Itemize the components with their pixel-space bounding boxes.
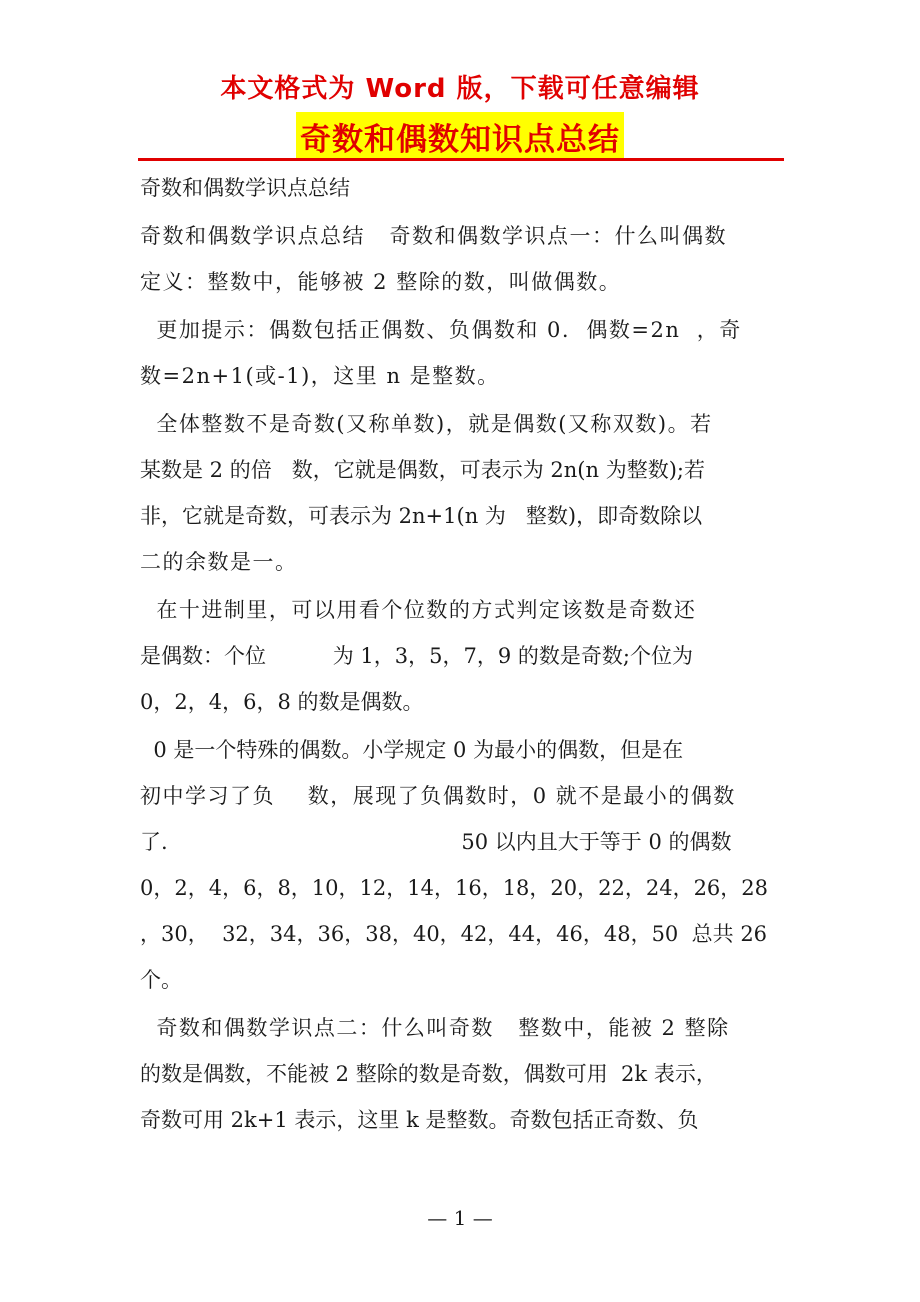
text-line: 奇数和偶数学识点总结 奇数和偶数学识点一：什么叫偶数 (140, 224, 728, 248)
text-line: 数=2n+1(或-1)，这里 n 是整数。 (140, 364, 500, 388)
text-line: 在十进制里，可以用看个位数的方式判定该数是奇数还 (140, 598, 697, 622)
text-line: 0，2，4，6，8 的数是偶数。 (140, 690, 424, 714)
text-line: 奇数可用 2k+1 表示，这里 k 是整数。奇数包括正奇数、负 (140, 1108, 699, 1132)
text-line: 初中学习了负 数，展现了负偶数时，0 就不是最小的偶数 (140, 784, 736, 808)
paragraph-decimal (140, 598, 785, 714)
paragraph-definition (140, 224, 785, 294)
page-number: — 1 — (427, 1206, 493, 1230)
text-line: 的数是偶数，不能被 2 整除的数是奇数，偶数可用 2k 表示， (140, 1062, 717, 1086)
text-line: 二的余数是一。 (140, 550, 298, 574)
title-divider (138, 158, 784, 161)
paragraph-odd-definition (140, 1016, 785, 1132)
text-line: 奇数和偶数学识点二：什么叫奇数 整数中，能被 2 整除 (140, 1016, 730, 1040)
text-line: 0，2，4，6，8，10，12，14，16，18，20，22，24，26，28 (140, 876, 769, 900)
paragraph-odd-even (140, 412, 785, 574)
text-line: 定义：整数中，能够被 2 整除的数，叫做偶数。 (140, 270, 622, 294)
title-wrap (0, 112, 920, 161)
text-line: ，30， 32，34，36，38，40，42，44，46，48，50 总共 26 (140, 922, 768, 946)
format-notice-banner: 本文格式为 Word 版，下载可任意编辑 (220, 74, 700, 104)
text-line: 个。 (140, 968, 182, 992)
paragraph-hint (140, 318, 785, 388)
paragraph-zero (140, 738, 785, 992)
text-line: 全体整数不是奇数(又称单数)，就是偶数(又称双数)。若 (140, 412, 713, 436)
text-line: 奇数和偶数学识点总结 (140, 176, 350, 200)
document-title: 奇数和偶数知识点总结 (296, 112, 624, 161)
paragraph-heading (140, 176, 785, 200)
text-line: 某数是 2 的倍 数，它就是偶数，可表示为 2n(n 为整数);若 (140, 458, 705, 482)
text-line: 是偶数：个位 为 1，3，5，7，9 的数是奇数;个位为 (140, 644, 693, 668)
text-line: 更加提示：偶数包括正偶数、负偶数和 0. 偶数=2n ，奇 (140, 318, 742, 342)
text-line: 了. 50 以内且大于等于 0 的偶数 (140, 830, 732, 854)
text-line: 0 是一个特殊的偶数。小学规定 0 为最小的偶数，但是在 (140, 738, 684, 762)
document-body (140, 166, 785, 1132)
text-line: 非，它就是奇数，可表示为 2n+1(n 为 整数)，即奇数除以 (140, 504, 703, 528)
